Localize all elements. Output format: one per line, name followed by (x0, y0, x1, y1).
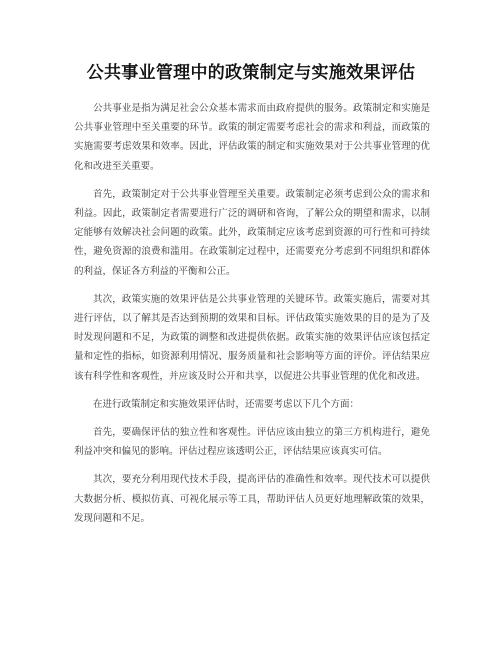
paragraph-policy-making: 首先，政策制定对于公共事业管理至关重要。政策制定必须考虑到公众的需求和利益。因此，政策制定者需要进行广泛的调研和咨询，了解公众的期望和需求，以制定能够有效解决社会问题的政策。此外，政策制定应该考虑到资源的可行性和可持续性，避免资源的浪费和滥用。在政策制定过程中，还需要充分考虑到不同组织和群体的利益，保证各方利益的平衡和公正。 (74, 188, 430, 277)
paragraph-considerations-intro: 在进行政策制定和实施效果评估时，还需要考虑以下几个方面： (93, 398, 360, 410)
document-body (74, 99, 430, 537)
paragraph-technology: 其次，要充分利用现代技术手段，提高评估的准确性和效率。现代技术可以提供大数据分析、模拟仿真、可视化展示等工具，帮助评估人员更好地理解政策的效果，发现问题和不足。 (74, 474, 430, 524)
paragraph-independence: 首先，要确保评估的独立性和客观性。评估应该由独立的第三方机构进行，避免利益冲突和偏见的影响。评估过程应该透明公正，评估结果应该真实可信。 (74, 427, 430, 458)
paragraph-implementation-evaluation: 其次，政策实施的效果评估是公共事业管理的关键环节。政策实施后，需要对其进行评估，以了解其是否达到预期的效果和目标。评估政策实施效果的目的是为了及时发现问题和不足，为政策的调整和改进提供依据。政策实施的效果评估应该包括定量和定性的指标，如资源利用情况、服务质量和社会影响等方面的评价。评估结果应该有科学性和客观性，并应该及时公开和共享，以促进公共事业管理的优化和改进。 (74, 293, 430, 382)
paragraph-intro: 公共事业是指为满足社会公众基本需求而由政府提供的服务。政策制定和实施是公共事业管理中至关重要的环节。政策的制定需要考虑社会的需求和利益，而政策的实施需要考虑效果和效率。因此，评估政策的制定和实施效果对于公共事业管理的优化和改进至关重要。 (74, 103, 430, 172)
document-title: 公共事业管理中的政策制定与实施效果评估 (86, 63, 416, 83)
